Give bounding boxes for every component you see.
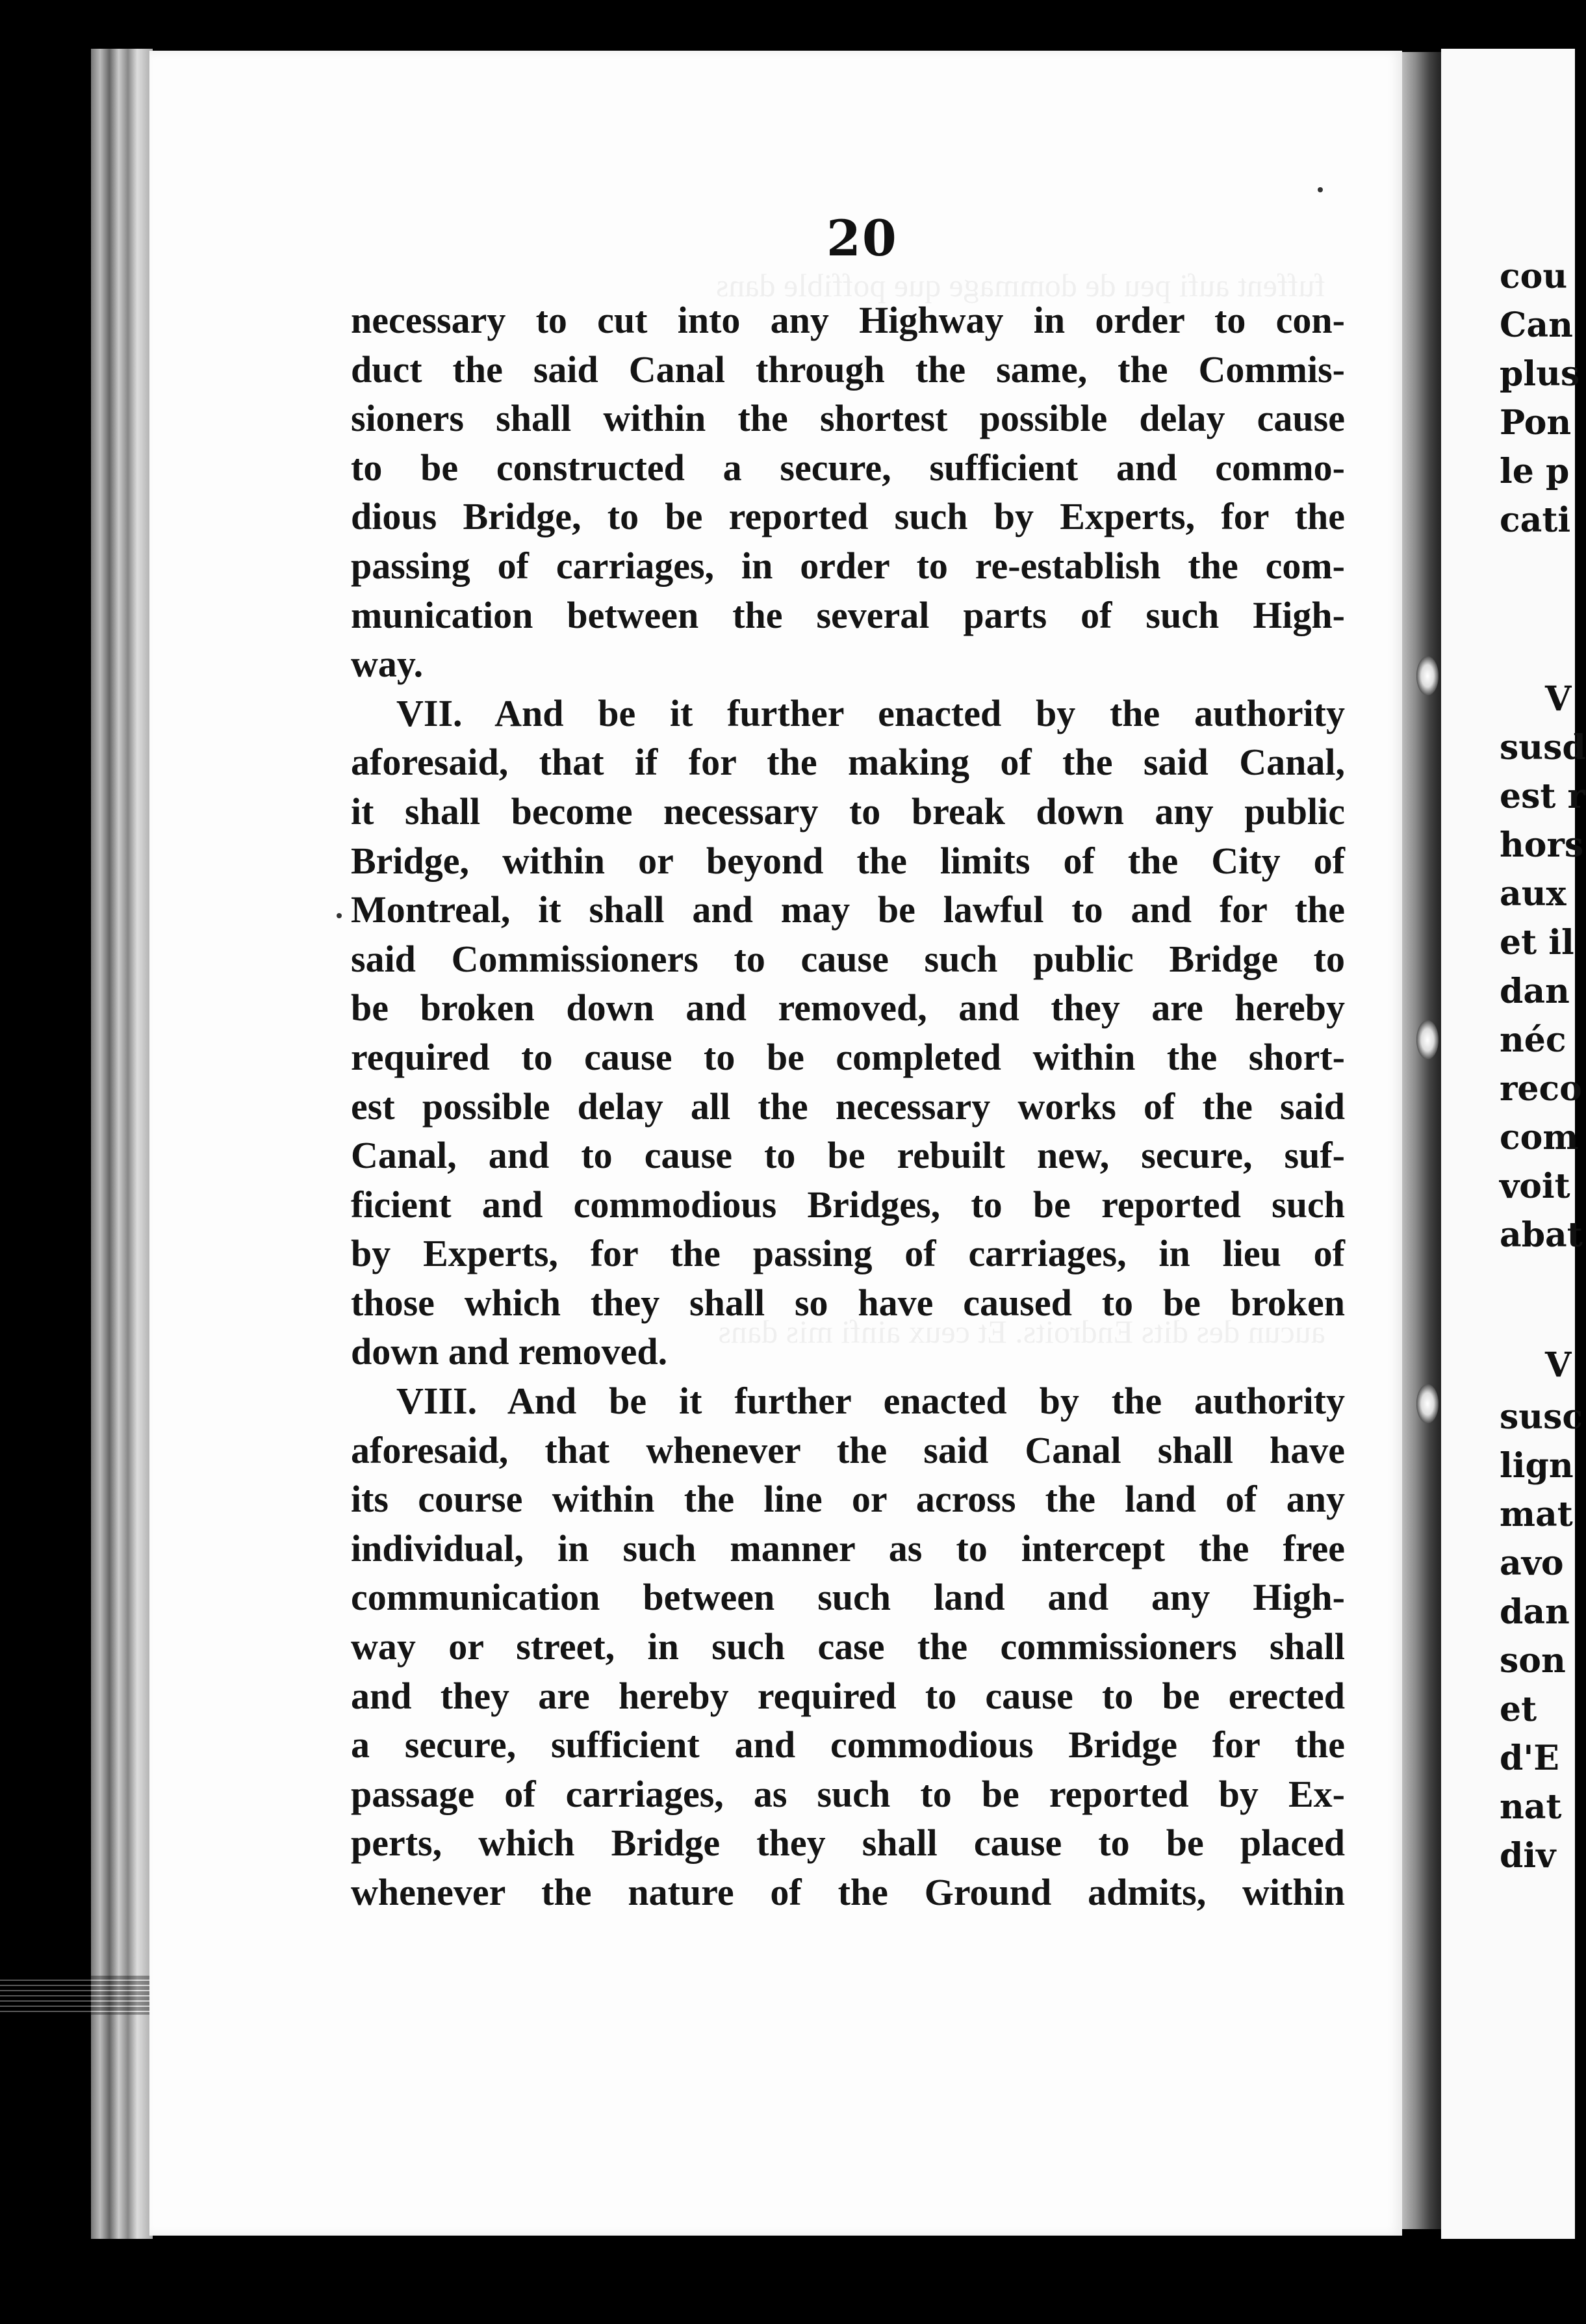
facing-page-fragment: susd [1500, 728, 1586, 768]
text-line: way. [351, 643, 424, 686]
page-gutter [1402, 52, 1441, 2229]
facing-page [1441, 49, 1586, 2239]
facing-page-fragment: plus [1500, 354, 1580, 394]
text-line: a secure, sufficient and commodious Bridge for the [351, 1724, 1345, 1766]
ink-speck [1318, 187, 1323, 192]
text-line: those which they shall so have caused to be broken [351, 1281, 1345, 1324]
text-line: communication between such land and any High- [351, 1576, 1345, 1619]
text-line: down and removed. [351, 1330, 668, 1373]
bleed-through: aucun des dits Endroits. Et ceux ainfi mis dans [718, 1313, 1325, 1350]
section-heading-line: VIII. And be it further enacted by the authority [396, 1380, 1345, 1423]
text-line: it shall become necessary to break down any public [351, 790, 1345, 833]
facing-page-fragment: com [1500, 1118, 1579, 1157]
text-line: Montreal, it shall and may be lawful to and for the [351, 888, 1345, 931]
ink-speck [337, 913, 342, 918]
edge-scan-lines [0, 1976, 153, 2015]
text-line: Bridge, within or beyond the limits of the City of [351, 839, 1345, 882]
text-line: its course within the line or across the land of any [351, 1478, 1345, 1521]
facing-page-fragment: lign [1500, 1446, 1574, 1486]
facing-page-fragment: cati [1500, 500, 1571, 540]
facing-page-fragment: susc [1500, 1397, 1583, 1437]
text-line: est possible delay all the necessary works of the said [351, 1085, 1345, 1128]
text-line: be broken down and removed, and they are hereby [351, 987, 1345, 1029]
facing-page-fragment: Pon [1500, 403, 1572, 443]
facing-page-fragment: son [1500, 1641, 1566, 1681]
text-line: individual, in such manner as to intercept the free [351, 1527, 1345, 1569]
page-number: 20 [826, 209, 898, 267]
text-line: passage of carriages, as such to be reported by Ex- [351, 1772, 1345, 1815]
facing-page-fragment: hors [1500, 825, 1584, 865]
facing-page-fragment: le p [1500, 452, 1570, 491]
facing-page-fragment: cou [1500, 257, 1568, 296]
facing-page-fragment: div [1500, 1836, 1556, 1876]
section-heading-line: VII. And be it further enacted by the authority [396, 691, 1345, 734]
binding-clip-mark [1416, 1384, 1439, 1423]
text-line: and they are hereby required to cause to be erected [351, 1674, 1345, 1717]
facing-page-fragment: mat [1500, 1495, 1573, 1534]
binding-clip-mark [1416, 1020, 1439, 1059]
facing-page-fragment: et [1500, 1690, 1537, 1729]
text-line: munication between the several parts of such High- [351, 593, 1345, 636]
facing-page-fragment: avo [1500, 1543, 1564, 1583]
text-line: whenever the nature of the Ground admits, within [351, 1871, 1345, 1913]
text-line: ficient and commodious Bridges, to be reported such [351, 1183, 1345, 1226]
facing-page-fragment: néc [1500, 1020, 1567, 1060]
facing-page-fragment: V [1545, 679, 1572, 719]
text-line: perts, which Bridge they shall cause to be placed [351, 1822, 1345, 1865]
facing-page-fragment: dan [1500, 972, 1570, 1011]
text-line: way or street, in such case the commissioners shall [351, 1625, 1345, 1668]
facing-page-fragment: dan [1500, 1592, 1570, 1632]
text-line: by Experts, for the passing of carriages, in lieu of [351, 1232, 1345, 1275]
binding-clip-mark [1416, 656, 1439, 695]
text-line: passing of carriages, in order to re-establish the com- [351, 544, 1345, 587]
facing-page-fragment: d'E [1500, 1738, 1559, 1778]
bleed-through: fuffent aufi peu de dommage que poffible dans [715, 267, 1325, 303]
text-line: sioners shall within the shortest possible delay cause [351, 397, 1345, 440]
facing-page-fragment: reco [1500, 1069, 1582, 1109]
text-line: Canal, and to cause to be rebuilt new, secure, suf- [351, 1134, 1345, 1177]
facing-page-fragment: V [1545, 1345, 1572, 1385]
text-line: dious Bridge, to be reported such by Experts, for the [351, 495, 1345, 538]
text-line: said Commissioners to cause such public Bridge to [351, 937, 1345, 980]
text-line: aforesaid, that whenever the said Canal shall have [351, 1428, 1345, 1471]
text-line: duct the said Canal through the same, the Commis- [351, 348, 1345, 391]
left-page-edge [91, 49, 153, 2239]
text-line: necessary to cut into any Highway in order to con- [351, 299, 1345, 341]
text-line: required to cause to be completed within the short- [351, 1035, 1345, 1078]
facing-page-fragment: Can [1500, 305, 1573, 345]
facing-page-fragment: voit [1500, 1167, 1570, 1206]
page-body-text [351, 296, 1345, 1917]
facing-page-fragment: abat [1500, 1215, 1583, 1255]
facing-page-fragment: est r [1500, 777, 1585, 816]
facing-page-fragment: aux [1500, 874, 1567, 914]
text-line: aforesaid, that if for the making of the said Canal, [351, 741, 1345, 784]
facing-page-fragment: et il [1500, 923, 1574, 962]
text-line: to be constructed a secure, sufficient and commo- [351, 446, 1345, 489]
facing-page-fragment: nat [1500, 1787, 1562, 1827]
